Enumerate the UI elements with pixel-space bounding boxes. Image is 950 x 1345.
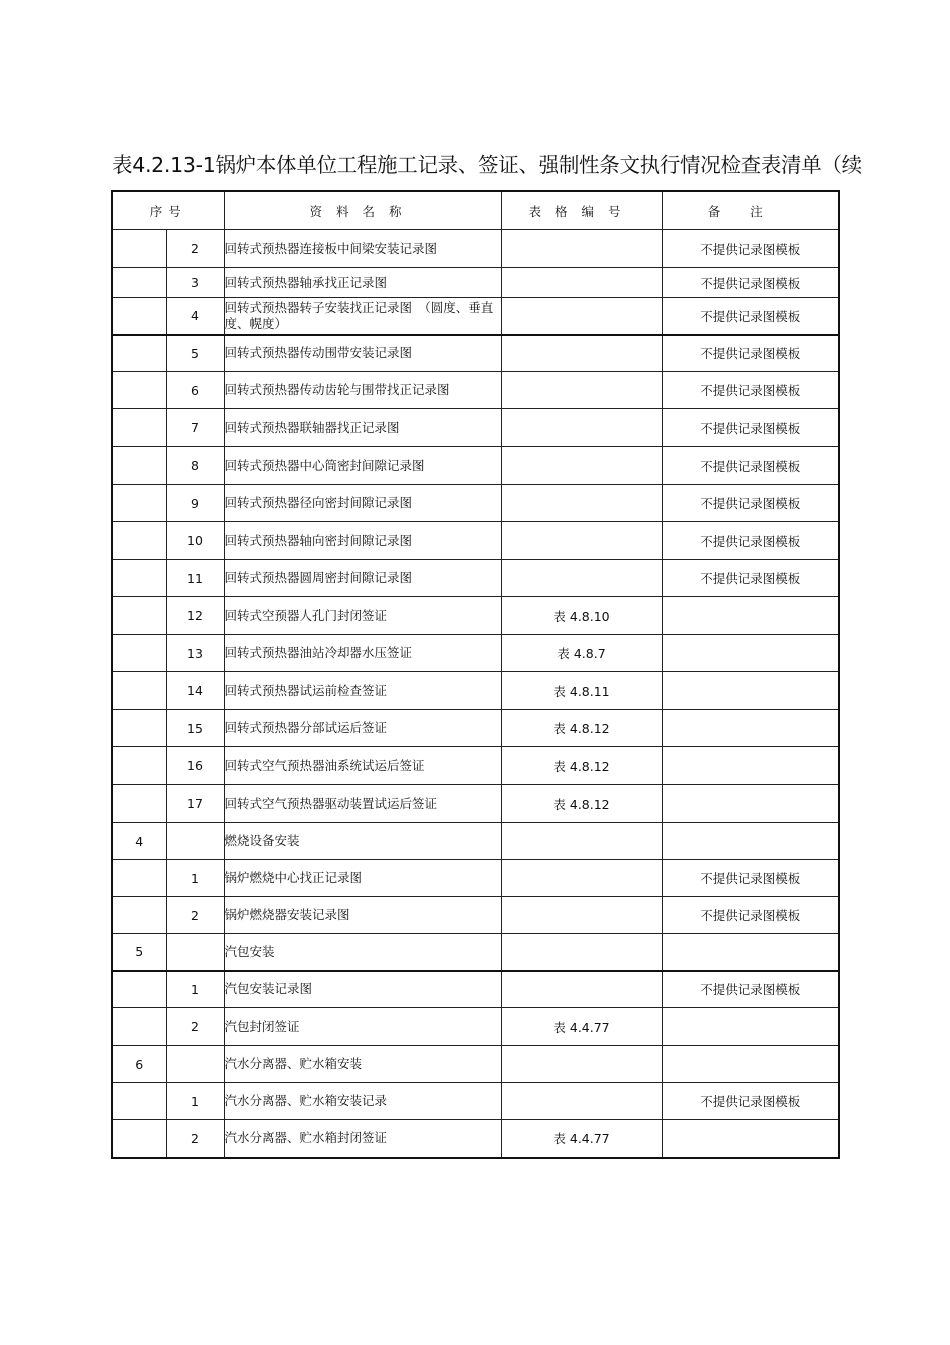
row-form-number: 表 4.4.77 [501,1120,662,1158]
row-sub-number: 4 [166,298,224,335]
row-note: 不提供记录图模板 [662,522,839,560]
row-main-number [112,485,166,522]
table-row [112,672,839,710]
row-document-name: 汽水分离器、贮水箱安装记录 [224,1083,501,1120]
row-document-name: 回转式空气预热器油系统试运后签证 [224,747,501,785]
table-row [112,447,839,485]
row-main-number [112,747,166,785]
table-row [112,934,839,971]
row-document-name: 回转式空预器人孔门封闭签证 [224,597,501,635]
row-note [662,597,839,635]
row-sub-number: 14 [166,672,224,710]
row-main-number [112,897,166,934]
row-form-number: 表 4.8.12 [501,710,662,747]
row-form-number [501,372,662,409]
table-row [112,522,839,560]
table-row [112,372,839,409]
table-row [112,1008,839,1046]
row-sub-number: 15 [166,710,224,747]
row-document-name: 回转式预热器轴向密封间隙记录图 [224,522,501,560]
row-form-number [501,230,662,268]
row-document-name: 汽水分离器、贮水箱封闭签证 [224,1120,501,1158]
row-form-number: 表 4.8.12 [501,747,662,785]
row-note: 不提供记录图模板 [662,335,839,372]
row-main-number [112,268,166,298]
row-main-number: 4 [112,823,166,860]
row-sub-number: 1 [166,971,224,1008]
row-sub-number: 2 [166,1120,224,1158]
row-document-name: 回转式预热器传动齿轮与围带找正记录图 [224,372,501,409]
row-sub-number: 5 [166,335,224,372]
row-sub-number: 2 [166,230,224,268]
row-sub-number [166,823,224,860]
row-document-name: 回转式空气预热器驱动装置试运后签证 [224,785,501,823]
row-main-number [112,971,166,1008]
row-note: 不提供记录图模板 [662,860,839,897]
row-form-number [501,1046,662,1083]
header-seq: 序号 [112,191,224,230]
row-form-number [501,409,662,447]
row-sub-number: 11 [166,560,224,597]
document-title: 表4.2.13-1锅炉本体单位工程施工记录、签证、强制性条文执行情况检查表清单（续 [112,153,862,177]
row-note: 不提供记录图模板 [662,372,839,409]
row-document-name: 回转式预热器中心筒密封间隙记录图 [224,447,501,485]
row-sub-number: 17 [166,785,224,823]
row-form-number: 表 4.8.7 [501,635,662,672]
table-row [112,230,839,268]
table-row [112,1120,839,1158]
table-row [112,1046,839,1083]
row-note: 不提供记录图模板 [662,1083,839,1120]
row-main-number [112,672,166,710]
table-row [112,747,839,785]
row-main-number [112,560,166,597]
row-main-number [112,785,166,823]
table-header-row [112,191,839,230]
row-sub-number: 1 [166,860,224,897]
row-main-number [112,372,166,409]
row-document-name: 回转式预热器联轴器找正记录图 [224,409,501,447]
row-note [662,710,839,747]
row-sub-number: 6 [166,372,224,409]
row-document-name: 回转式预热器油站冷却器水压签证 [224,635,501,672]
row-form-number [501,335,662,372]
row-note: 不提供记录图模板 [662,971,839,1008]
table-body [112,230,839,1158]
table-row [112,298,839,335]
row-main-number [112,335,166,372]
row-form-number [501,1083,662,1120]
row-document-name: 回转式预热器圆周密封间隙记录图 [224,560,501,597]
table-row [112,560,839,597]
row-form-number: 表 4.8.12 [501,785,662,823]
row-note [662,672,839,710]
table-row [112,710,839,747]
row-document-name: 锅炉燃烧器安装记录图 [224,897,501,934]
row-main-number [112,298,166,335]
row-note [662,934,839,971]
table-row [112,860,839,897]
table-row [112,485,839,522]
row-form-number [501,522,662,560]
row-note: 不提供记录图模板 [662,485,839,522]
row-document-name: 回转式预热器轴承找正记录图 [224,268,501,298]
row-note: 不提供记录图模板 [662,447,839,485]
row-sub-number: 16 [166,747,224,785]
header-form-no: 表格编号 [501,191,662,230]
row-document-name: 汽包安装记录图 [224,971,501,1008]
table-row [112,597,839,635]
row-note: 不提供记录图模板 [662,409,839,447]
row-form-number [501,971,662,1008]
row-note: 不提供记录图模板 [662,897,839,934]
table-row [112,785,839,823]
table-row [112,268,839,298]
row-form-number [501,823,662,860]
table-row [112,409,839,447]
row-document-name: 汽水分离器、贮水箱安装 [224,1046,501,1083]
row-document-name: 回转式预热器传动围带安装记录图 [224,335,501,372]
row-sub-number: 12 [166,597,224,635]
table-row [112,335,839,372]
table-row [112,897,839,934]
row-sub-number: 3 [166,268,224,298]
row-document-name: 回转式预热器试运前检查签证 [224,672,501,710]
row-sub-number: 9 [166,485,224,522]
row-main-number [112,597,166,635]
row-document-name: 汽包封闭签证 [224,1008,501,1046]
row-sub-number [166,934,224,971]
row-document-name: 回转式预热器连接板中间梁安装记录图 [224,230,501,268]
row-sub-number: 2 [166,897,224,934]
row-form-number [501,897,662,934]
row-document-name: 回转式预热器径向密封间隙记录图 [224,485,501,522]
row-form-number [501,860,662,897]
row-note [662,747,839,785]
row-document-name: 燃烧设备安装 [224,823,501,860]
row-main-number [112,860,166,897]
row-note: 不提供记录图模板 [662,560,839,597]
table-row [112,823,839,860]
row-main-number: 6 [112,1046,166,1083]
row-note [662,1046,839,1083]
row-sub-number [166,1046,224,1083]
row-main-number [112,230,166,268]
row-document-name: 锅炉燃烧中心找正记录图 [224,860,501,897]
row-sub-number: 1 [166,1083,224,1120]
row-form-number [501,268,662,298]
row-sub-number: 2 [166,1008,224,1046]
row-note: 不提供记录图模板 [662,268,839,298]
row-form-number [501,447,662,485]
row-document-name: 回转式预热器分部试运后签证 [224,710,501,747]
row-note [662,785,839,823]
row-form-number [501,560,662,597]
row-main-number [112,710,166,747]
row-note: 不提供记录图模板 [662,298,839,335]
row-main-number [112,1083,166,1120]
row-main-number [112,1120,166,1158]
row-note [662,823,839,860]
row-note: 不提供记录图模板 [662,230,839,268]
row-document-name: 汽包安装 [224,934,501,971]
row-note [662,635,839,672]
row-form-number [501,934,662,971]
row-sub-number: 10 [166,522,224,560]
header-name: 资料名称 [224,191,501,230]
row-main-number [112,409,166,447]
record-list-table [111,190,840,1159]
row-form-number [501,298,662,335]
row-sub-number: 8 [166,447,224,485]
table-row [112,635,839,672]
header-note: 备注 [662,191,839,230]
row-note [662,1120,839,1158]
table-row [112,1083,839,1120]
table-row [112,971,839,1008]
row-main-number [112,1008,166,1046]
row-main-number [112,635,166,672]
row-document-name: 回转式预热器转子安装找正记录图 （圆度、垂直度、幌度） [224,298,501,335]
row-form-number: 表 4.4.77 [501,1008,662,1046]
row-form-number: 表 4.8.10 [501,597,662,635]
row-form-number: 表 4.8.11 [501,672,662,710]
row-main-number [112,447,166,485]
row-main-number: 5 [112,934,166,971]
row-main-number [112,522,166,560]
row-form-number [501,485,662,522]
row-sub-number: 7 [166,409,224,447]
row-sub-number: 13 [166,635,224,672]
row-note [662,1008,839,1046]
